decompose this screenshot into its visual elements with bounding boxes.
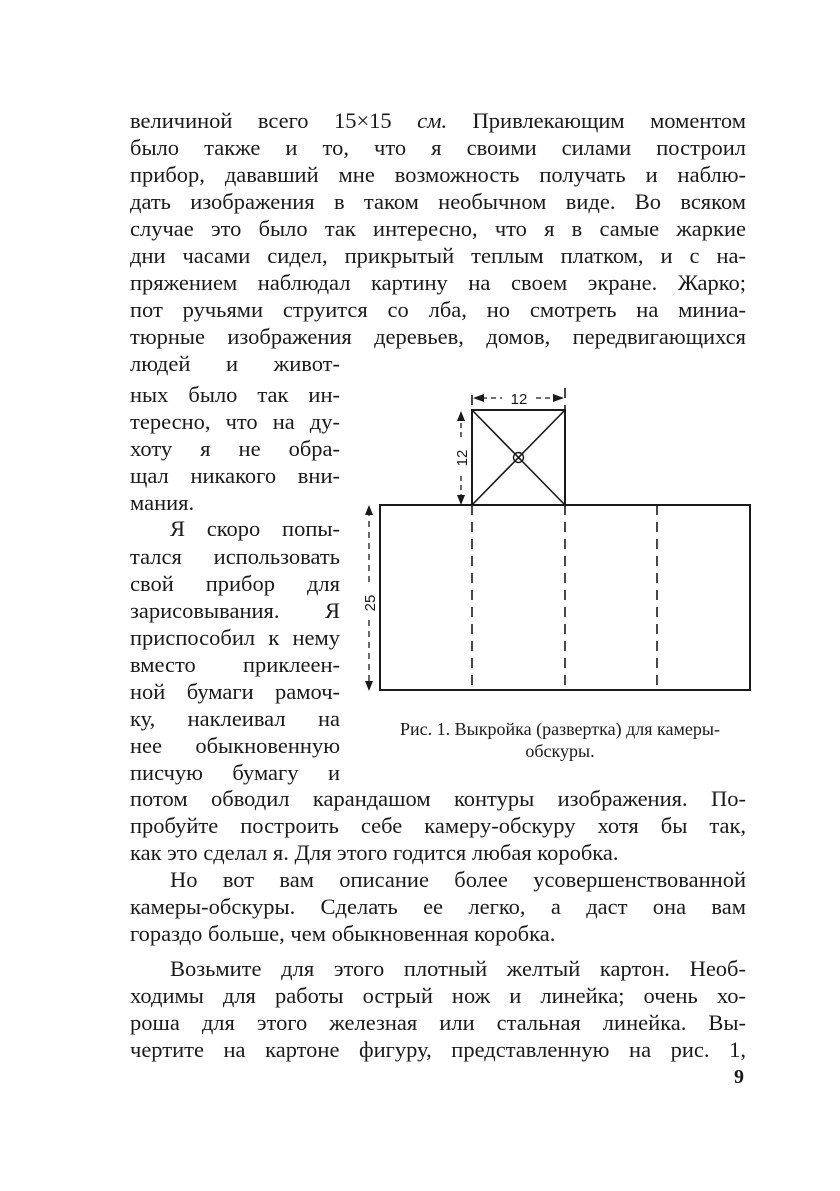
- text-line: тюрные изображения деревьев, домов, передвигающихся: [130, 324, 746, 349]
- figure-caption: [360, 718, 760, 762]
- dimension-label-height: 25: [362, 594, 379, 612]
- text-line: тересно, что на ду-: [130, 409, 340, 434]
- text-line: тался использовать: [130, 544, 340, 569]
- text-line: нее обыкновенную: [130, 733, 340, 758]
- text-line: людей и живот-: [130, 351, 340, 376]
- text-line: пот ручьями струится со лба, но смотреть на миниа-: [130, 297, 746, 322]
- text-line: щал никакого вни-: [130, 463, 340, 488]
- text-line: хоту я не обра-: [130, 436, 340, 461]
- text-line: чертите на картоне фигуру, представленную на рис. 1,: [130, 1037, 746, 1062]
- text-line: приспособил к нему: [130, 625, 340, 650]
- text-line: дать изображения в таком необычном виде. Во всяком: [130, 189, 746, 214]
- text-line: Но вот вам описание более усовершенствованной: [170, 867, 746, 892]
- text-line: пробуйте построить себе камеру-обскуру хотя бы так,: [130, 813, 746, 838]
- text-line: ных было так ин-: [130, 382, 340, 407]
- text-line: величиной всего 15×15 см. Привлекающим моментом: [130, 108, 746, 133]
- text-line: пряжением наблюдал картину на своем экране. Жарко;: [130, 270, 746, 295]
- dimension-label-top: 12: [510, 391, 528, 408]
- text-line: роша для этого железная или стальная линейка. Вы-: [130, 1010, 746, 1035]
- dimension-label-flap-side: 12: [454, 449, 471, 467]
- text-line: как это сделал я. Для этого годится любая коробка.: [130, 840, 619, 865]
- text-line: писчую бумагу и: [130, 760, 340, 785]
- text-line: зарисовывания. Я: [130, 598, 340, 623]
- figure-caption-line: обскуры.: [525, 741, 595, 761]
- text-line: случае это было так интересно, что я в самые жаркие: [130, 216, 746, 241]
- text-line: камеры-обскуры. Сделать ее легко, а даст она вам: [130, 894, 746, 919]
- text-line: ку, наклеивал на: [130, 706, 340, 731]
- text-line: прибор, дававший мне возможность получать и наблю-: [130, 162, 746, 187]
- text-line: вместо приклеен-: [130, 652, 340, 677]
- text-line: свой прибор для: [130, 571, 340, 596]
- text-line: дни часами сидел, прикрытый теплым платком, и с на-: [130, 243, 746, 268]
- text-line: потом обводил карандашом контуры изображения. По-: [130, 786, 746, 811]
- text-line: гораздо больше, чем обыкновенная коробка.: [130, 921, 556, 946]
- text-line: ходимы для работы острый нож и линейка; очень хо-: [130, 983, 746, 1008]
- text-line: было также и то, что я своими силами построил: [130, 135, 746, 160]
- figure-caption-line: Рис. 1. Выкройка (развертка) для камеры-: [400, 719, 720, 739]
- page-number: 9: [734, 1066, 744, 1088]
- text-line: мания.: [130, 490, 195, 515]
- text-line: Я скоро попы-: [170, 516, 340, 541]
- text-line: Возьмите для этого плотный желтый картон. Необ-: [170, 956, 746, 981]
- text-line: ной бумаги рамоч-: [130, 679, 340, 704]
